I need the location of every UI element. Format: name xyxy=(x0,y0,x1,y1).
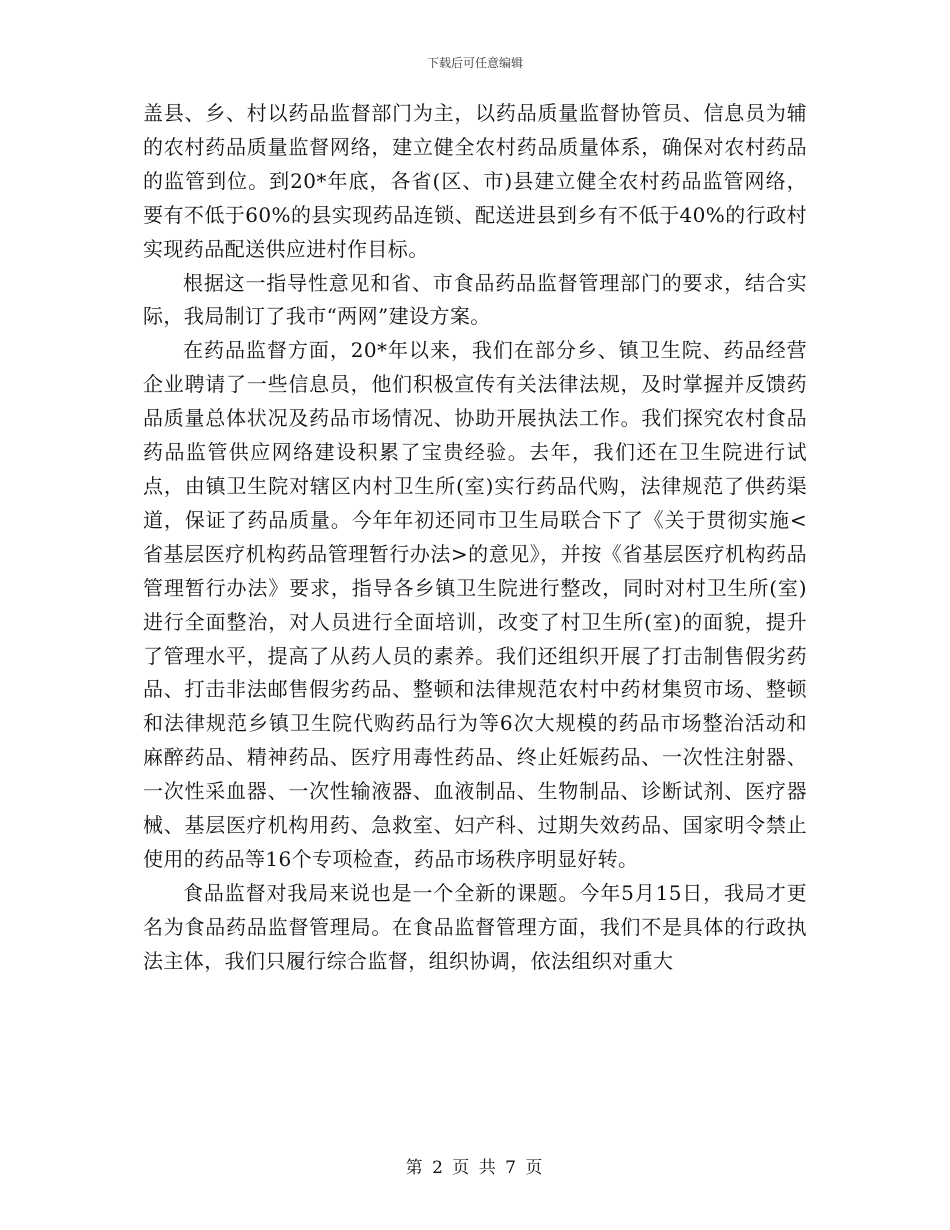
page-footer: 第 2 页 共 7 页 xyxy=(405,1158,545,1178)
paragraph: 在药品监督方面，20*年以来，我们在部分乡、镇卫生院、药品经营企业聘请了一些信息员，他们积极宣传有关法律法规，及时掌握并反馈药品质量总体状况及药品市场情况、协助开展执法工作。我们探究农村食品药品监管供应网络建设积累了宝贵经验。去年，我们还在卫生院进行试点，由镇卫生院对辖区内村卫生所(室)实行药品代购，法律规范了供药渠道，保证了药品质量。今年年初还同市卫生局联合下了《关于贯彻实施<省基层医疗机构药品管理暂行办法>的意见》，并按《省基层医疗机构药品管理暂行办法》要求，指导各乡镇卫生院进行整改，同时对村卫生所(室)进行全面整治，对人员进行全面培训，改变了村卫生所(室)的面貌，提升了管理水平，提高了从药人员的素养。我们还组织开展了打击制售假劣药品、打击非法邮售假劣药品、整顿和法律规范农村中药材集贸市场、整顿和法律规范乡镇卫生院代购药品行为等6次大规模的药品市场整治活动和麻醉药品、精神药品、医疗用毒性药品、终止妊娠药品、一次性注射器、一次性采血器、一次性输液器、血液制品、生物制品、诊断试剂、医疗器械、基层医疗机构用药、急救室、妇产科、过期失效药品、国家明令禁止使用的药品等16个专项检查，药品市场秩序明显好转。 xyxy=(143,338,807,871)
paragraph: 盖县、乡、村以药品监督部门为主，以药品质量监督协管员、信息员为辅的农村药品质量监督网络，建立健全农村药品质量体系，确保对农村药品的监管到位。到20*年底，各省(区、市)县建立健全农村药品监管网络，要有不低于60%的县实现药品连锁、配送进县到乡有不低于40%的行政村实现药品配送供应进村作目标。 xyxy=(143,101,807,261)
paragraph: 根据这一指导性意见和省、市食品药品监督管理部门的要求，结合实际，我局制订了我市“两网”建设方案。 xyxy=(143,270,807,329)
paragraph: 食品监督对我局来说也是一个全新的课题。今年5月15日，我局才更名为食品药品监督管理局。在食品监督管理方面，我们不是具体的行政执法主体，我们只履行综合监督，组织协调，依法组织对重大 xyxy=(143,880,807,973)
document-body xyxy=(143,97,807,979)
page-header: 下载后可任意编辑 xyxy=(426,56,523,70)
